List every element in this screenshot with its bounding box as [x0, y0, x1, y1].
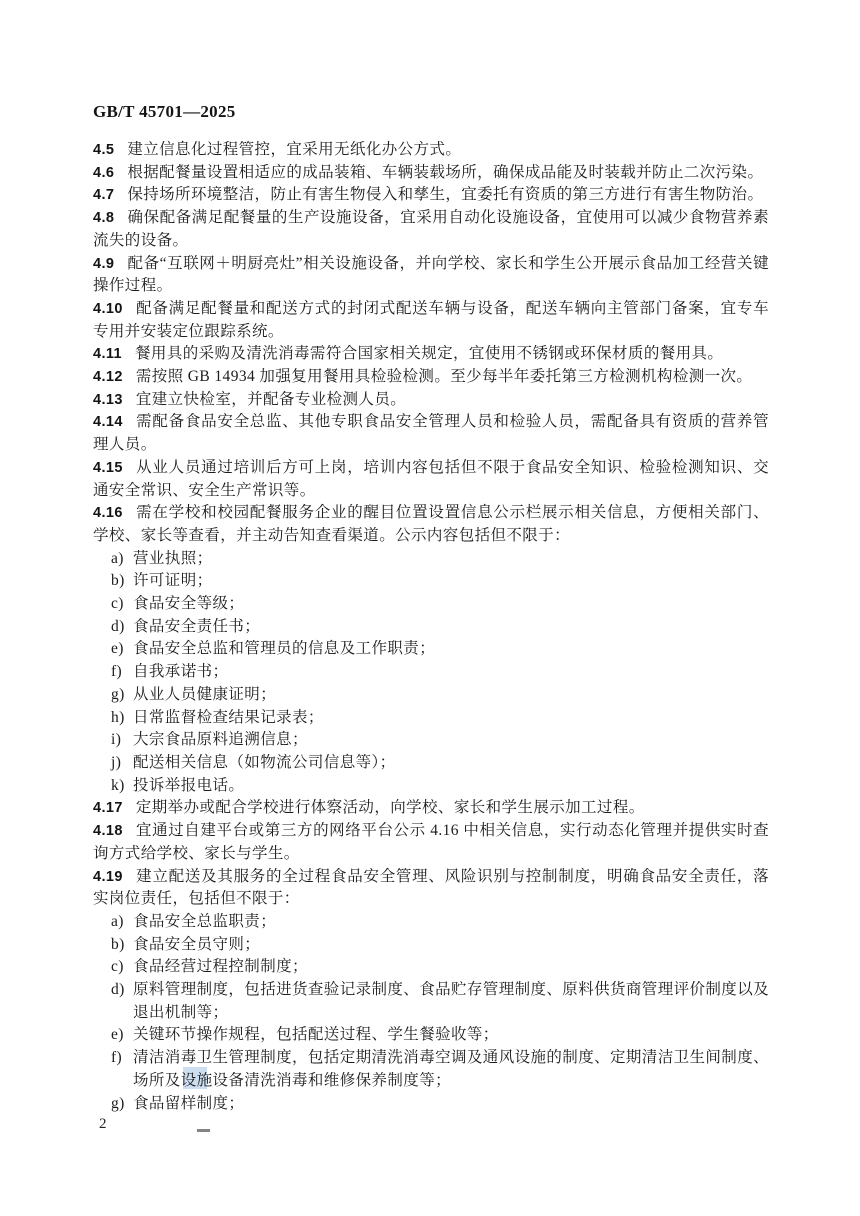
list-item-h [93, 707, 769, 730]
clause-number: 4.5 [93, 142, 115, 158]
list-item-text: 食品安全责任书； [133, 617, 261, 635]
clause-number: 4.8 [93, 210, 115, 227]
list-item-b [93, 570, 769, 593]
list-item-text: 食品安全总监职责； [133, 912, 277, 930]
list-item-letter: e) [111, 1026, 124, 1044]
clause-4.8 [93, 207, 769, 252]
list-item-text: 配送相关信息（如物流公司信息等）； [133, 753, 396, 771]
list-item-d [93, 979, 769, 1024]
clause-4.12 [93, 366, 769, 389]
clause-4.13 [93, 389, 769, 412]
list-item-letter: c) [111, 958, 124, 976]
list-item-i [93, 729, 769, 752]
list-item-letter: g) [111, 685, 125, 703]
list-item-j [93, 752, 769, 775]
clause-text: 需按照 GB 14934 加强复用餐用具检验检测。至少每半年委托第三方检测机构检测一次。 [135, 368, 753, 386]
doc-code: GB/T 45701—2025 [93, 102, 236, 121]
clause-4.5 [93, 139, 769, 162]
list-item-letter: e) [111, 640, 124, 658]
list-item-text: 自我承诺书； [133, 663, 229, 681]
list-item-f [93, 661, 769, 684]
clause-4.6 [93, 162, 769, 185]
list-item-c [93, 593, 769, 616]
clause-list [93, 139, 769, 1115]
list-item-text: 食品安全员守则； [133, 935, 261, 953]
clause-text: 餐用具的采购及清洗消毒需符合国家相关规定，宜使用不锈钢或环保材质的餐用具。 [135, 345, 724, 363]
clause-4.10 [93, 298, 769, 343]
clause-4.7 [93, 184, 769, 207]
list-item-letter: k) [111, 776, 125, 794]
clause-number: 4.14 [93, 414, 123, 431]
clause-text: 保持场所环境整洁，防止有害生物侵入和孳生，宜委托有资质的第三方进行有害生物防治。 [127, 186, 764, 204]
list-item-text: 日常监督检查结果记录表； [133, 708, 324, 726]
list-item-text: 食品留样制度； [133, 1094, 245, 1112]
clause-text: 定期举办或配合学校进行体察活动，向学校、家长和学生展示加工过程。 [135, 799, 645, 817]
list-item-letter: g) [111, 1094, 125, 1112]
clause-4.11 [93, 343, 769, 366]
list-item-b [93, 934, 769, 957]
list-item-text: 食品安全等级； [133, 595, 245, 613]
list-item-text: 原料管理制度，包括进货查验记录制度、食品贮存管理制度、原料供货商管理评价制度以及退出机制等； [133, 981, 770, 1021]
list-item-text: 关键环节操作规程，包括配送过程、学生餐验收等； [133, 1026, 499, 1044]
list-item-text: 许可证明； [133, 572, 213, 590]
clause-text: 建立信息化过程管控，宜采用无纸化办公方式。 [127, 141, 462, 158]
clause-text: 根据配餐量设置相适应的成品装箱、车辆装载场所，确保成品能及时装载并防止二次污染。 [127, 163, 764, 181]
list-item-text: 食品安全总监和管理员的信息及工作职责； [133, 640, 436, 658]
clause-number: 4.15 [93, 459, 123, 476]
clause-number: 4.6 [93, 164, 115, 181]
clause-text: 配备“互联网＋明厨亮灶”相关设施设备，并向学校、家长和学生公开展示食品加工经营关键操作过程。 [93, 254, 769, 295]
list-item-text: 营业执照； [133, 549, 213, 567]
text-caret-artifact [197, 1129, 210, 1132]
list-item-e [93, 1024, 769, 1047]
list-item-letter: h) [111, 708, 125, 726]
clause-number: 4.16 [93, 505, 123, 522]
clause-number: 4.18 [93, 823, 123, 840]
list-item-letter: f) [111, 663, 123, 681]
list-item-letter: c) [111, 595, 124, 613]
clause-number: 4.9 [93, 255, 115, 272]
list-item-text: 投诉举报电话。 [133, 776, 245, 794]
clause-text: 配备满足配餐量和配送方式的封闭式配送车辆与设备，配送车辆向主管部门备案，宜专车专用并安装定位跟踪系统。 [93, 299, 769, 340]
clause-text: 宜建立快检室，并配备专业检测人员。 [135, 390, 407, 408]
list-item-e [93, 638, 769, 661]
list-item-letter: d) [111, 981, 125, 999]
clause-text: 宜通过自建平台或第三方的网络平台公示 4.16 中相关信息，实行动态化管理并提供实时查询方式给学校、家长与学生。 [93, 822, 769, 862]
clause-number: 4.17 [93, 800, 123, 817]
list-item-text: 食品经营过程控制制度； [133, 958, 308, 976]
list-item-g [93, 1093, 769, 1116]
list-item-letter: j) [111, 753, 122, 771]
list-item-g [93, 684, 769, 707]
clause-text: 建立配送及其服务的全过程食品安全管理、风险识别与控制制度，明确食品安全责任，落实岗位责任，包括但不限于： [93, 867, 769, 908]
page-number: 2 [99, 1116, 107, 1132]
list-item-letter: d) [111, 617, 125, 635]
clause-number: 4.13 [93, 391, 123, 408]
list-item-a [93, 548, 769, 571]
list-item-text: 大宗食品原料追溯信息； [133, 731, 308, 749]
list-item-letter: b) [111, 572, 125, 590]
clause-number: 4.7 [93, 187, 115, 204]
list-item-a [93, 911, 769, 934]
list-item-k [93, 775, 769, 798]
list-item-f [93, 1047, 769, 1092]
clause-4.16 [93, 502, 769, 547]
clause-number: 4.12 [93, 369, 123, 386]
clause-number: 4.10 [93, 300, 123, 317]
clause-text: 确保配备满足配餐量的生产设施设备，宜采用自动化设施设备，宜使用可以减少食物营养素流失的设备。 [93, 209, 769, 249]
list-item-letter: f) [111, 1049, 123, 1067]
clause-text: 需在学校和校园配餐服务企业的醒目位置设置信息公示栏展示相关信息，方便相关部门、学校、家长等查看，并主动告知查看渠道。公示内容包括但不限于： [93, 504, 769, 544]
clause-4.15 [93, 457, 769, 502]
list-item-letter: b) [111, 935, 125, 953]
clause-number: 4.19 [93, 868, 123, 885]
list-item-d [93, 616, 769, 639]
list-item-letter: i) [111, 731, 122, 749]
clause-number: 4.11 [93, 346, 123, 363]
list-item-text: 清洁消毒卫生管理制度，包括定期清洗消毒空调及通风设施的制度、定期清洁卫生间制度、场所及设施设备清洗消毒和维修保养制度等； [133, 1049, 770, 1089]
clause-4.17 [93, 797, 769, 820]
list-item-letter: a) [111, 912, 124, 930]
clause-4.9 [93, 253, 769, 298]
clause-4.18 [93, 820, 769, 865]
clause-4.19 [93, 866, 769, 911]
clause-text: 从业人员通过培训后方可上岗，培训内容包括但不限于食品安全知识、检验检测知识、交通安全常识、安全生产常识等。 [93, 458, 769, 499]
list-item-letter: a) [111, 549, 124, 567]
list-item-text: 从业人员健康证明； [133, 685, 277, 703]
clause-4.14 [93, 411, 769, 456]
list-item-c [93, 956, 769, 979]
clause-text: 需配备食品安全总监、其他专职食品安全管理人员和检验人员，需配备具有资质的营养管理人员。 [93, 413, 769, 454]
